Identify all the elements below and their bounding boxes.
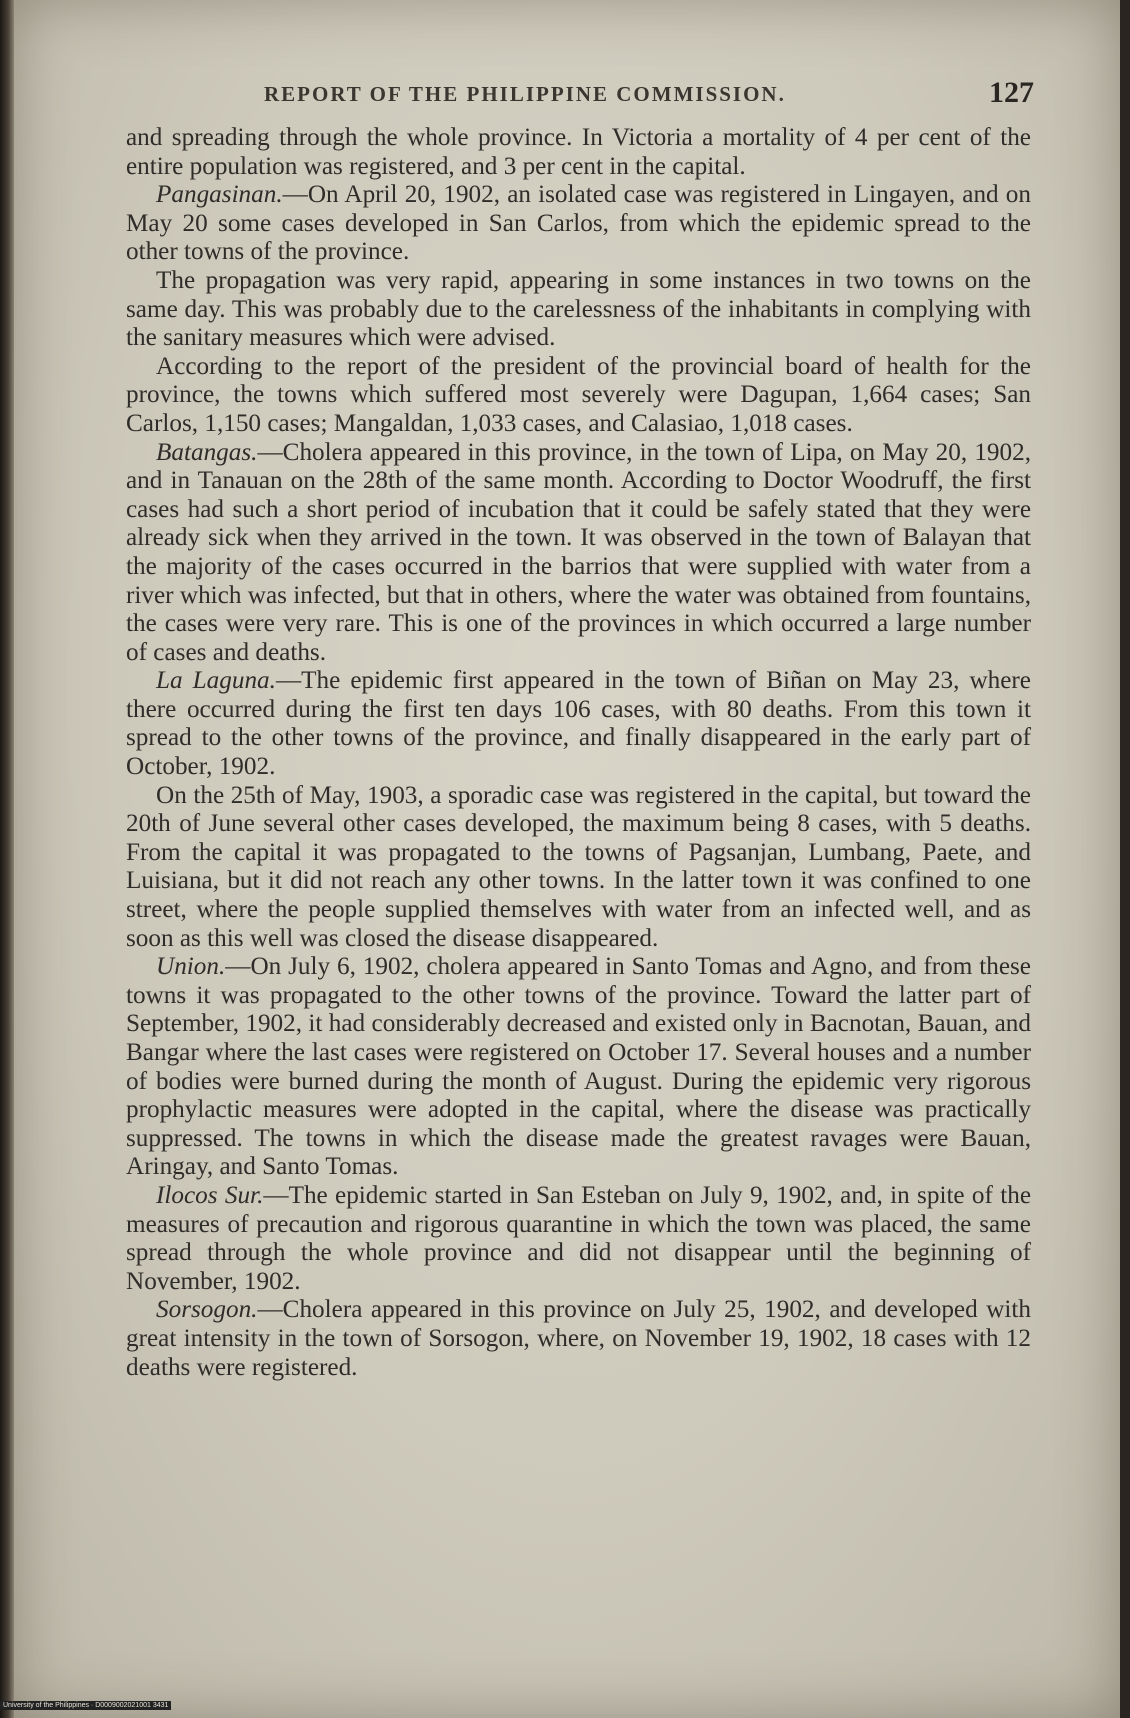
- paragraph: [126, 1182, 1031, 1296]
- paragraph-text: The propagation was very rapid, appearing in some instances in two towns on the same day. This was probably due to the carelessness of the inhabitants in complying with the sanitary measures which were advised.: [126, 266, 1031, 352]
- paragraph-text: —On April 20, 1902, an isolated case was registered in Lingayen, and on May 20 some cases developed in San Carlos, from which the epidemic spread to the other towns of the province.: [126, 181, 1031, 266]
- paragraph-text: —Cholera appeared in this province, in the town of Lipa, on May 20, 1902, and in Tanauan on the 28th of the same month. According to Doctor Woodruff, the first cases had such a short period of incubation that it could be safely stated that they were already sick when they arrived in the town. It was observed in the town of Balayan that the majority of the cases occurred in the barrios that were supplied with water from a river which was infected, but that in others, where the water was obtained from fountains, the cases were very rare. This is one of the provinces in which occurred a large number of cases and deaths.: [126, 438, 1031, 666]
- paragraph-text: and spreading through the whole province. In Victoria a mortality of 4 per cent of the entire population was registered, and 3 per cent in the capital.: [126, 124, 1031, 180]
- paragraph: [126, 353, 1031, 439]
- section-lead: Union.: [156, 953, 226, 981]
- section-lead: Pangasinan.: [156, 181, 283, 209]
- paragraph-text: —The epidemic first appeared in the town of Biñan on May 23, where there occurred during the first ten days 106 cases, with 80 deaths. From this town it spread to the other towns of the province, and finally disappeared in the early part of October, 1902.: [126, 667, 1031, 781]
- paragraph: [126, 782, 1031, 954]
- paragraph: [126, 1296, 1031, 1382]
- paragraph-text: According to the report of the president of the provincial board of health for the province, the towns which suffered most severely were Dagupan, 1,664 cases; San Carlos, 1,150 cases; Mangaldan, 1,033 cases, and Calasiao, 1,018 cases.: [126, 352, 1031, 437]
- page-number: 127: [989, 76, 1034, 109]
- paragraph-text: On the 25th of May, 1903, a sporadic case was registered in the capital, but toward the 20th of June several other cases developed, the maximum being 8 cases, with 5 deaths. From the capital it was propagated to the towns of Pagsanjan, Lumbang, Paete, and Luisiana, but it did not reach any other towns. In the latter town it was confined to one street, where the people supplied themselves with water from an infected well, and as soon as this well was closed the disease disappeared.: [126, 781, 1031, 952]
- page-header: [94, 76, 1034, 116]
- section-lead: La Laguna.: [156, 667, 276, 695]
- paragraph: [126, 953, 1031, 1182]
- section-lead: Ilocos Sur.: [156, 1181, 264, 1209]
- page-left-edge: [0, 0, 14, 1718]
- paragraph-text: —The epidemic started in San Esteban on July 9, 1902, and, in spite of the measures of precaution and rigorous quarantine in which the town was placed, the same spread through the whole province and did not disappear until the beginning of November, 1902.: [126, 1181, 1031, 1295]
- document-page: [14, 0, 1120, 1718]
- paragraph-text: —Cholera appeared in this province on July 25, 1902, and developed with great intensity in the town of Sorsogon, where, on November 19, 1902, 18 cases with 12 deaths were registered.: [126, 1296, 1031, 1381]
- body-text: [126, 124, 1031, 1382]
- paragraph: [126, 267, 1031, 353]
- paragraph: [126, 181, 1031, 267]
- paragraph: [126, 667, 1031, 781]
- scan-footer-strip: University of the Philippines · D0009002021001 3431: [0, 1701, 171, 1710]
- running-head: REPORT OF THE PHILIPPINE COMMISSION.: [264, 82, 786, 106]
- section-lead: Sorsogon.: [156, 1296, 258, 1324]
- paragraph: [126, 124, 1031, 181]
- paragraph-text: —On July 6, 1902, cholera appeared in Santo Tomas and Agno, and from these towns it was propagated to the other towns of the province. Toward the latter part of September, 1902, it had considerably decreased and existed only in Bacnotan, Bauan, and Bangar where the last cases were registered on October 17. Several houses and a number of bodies were burned during the month of August. During the epidemic very rigorous prophylactic measures were adopted in the capital, where the disease was practically suppressed. The towns in which the disease made the greatest ravages were Bauan, Aringay, and Santo Tomas.: [126, 953, 1031, 1181]
- paragraph: [126, 439, 1031, 668]
- section-lead: Batangas.: [156, 438, 258, 466]
